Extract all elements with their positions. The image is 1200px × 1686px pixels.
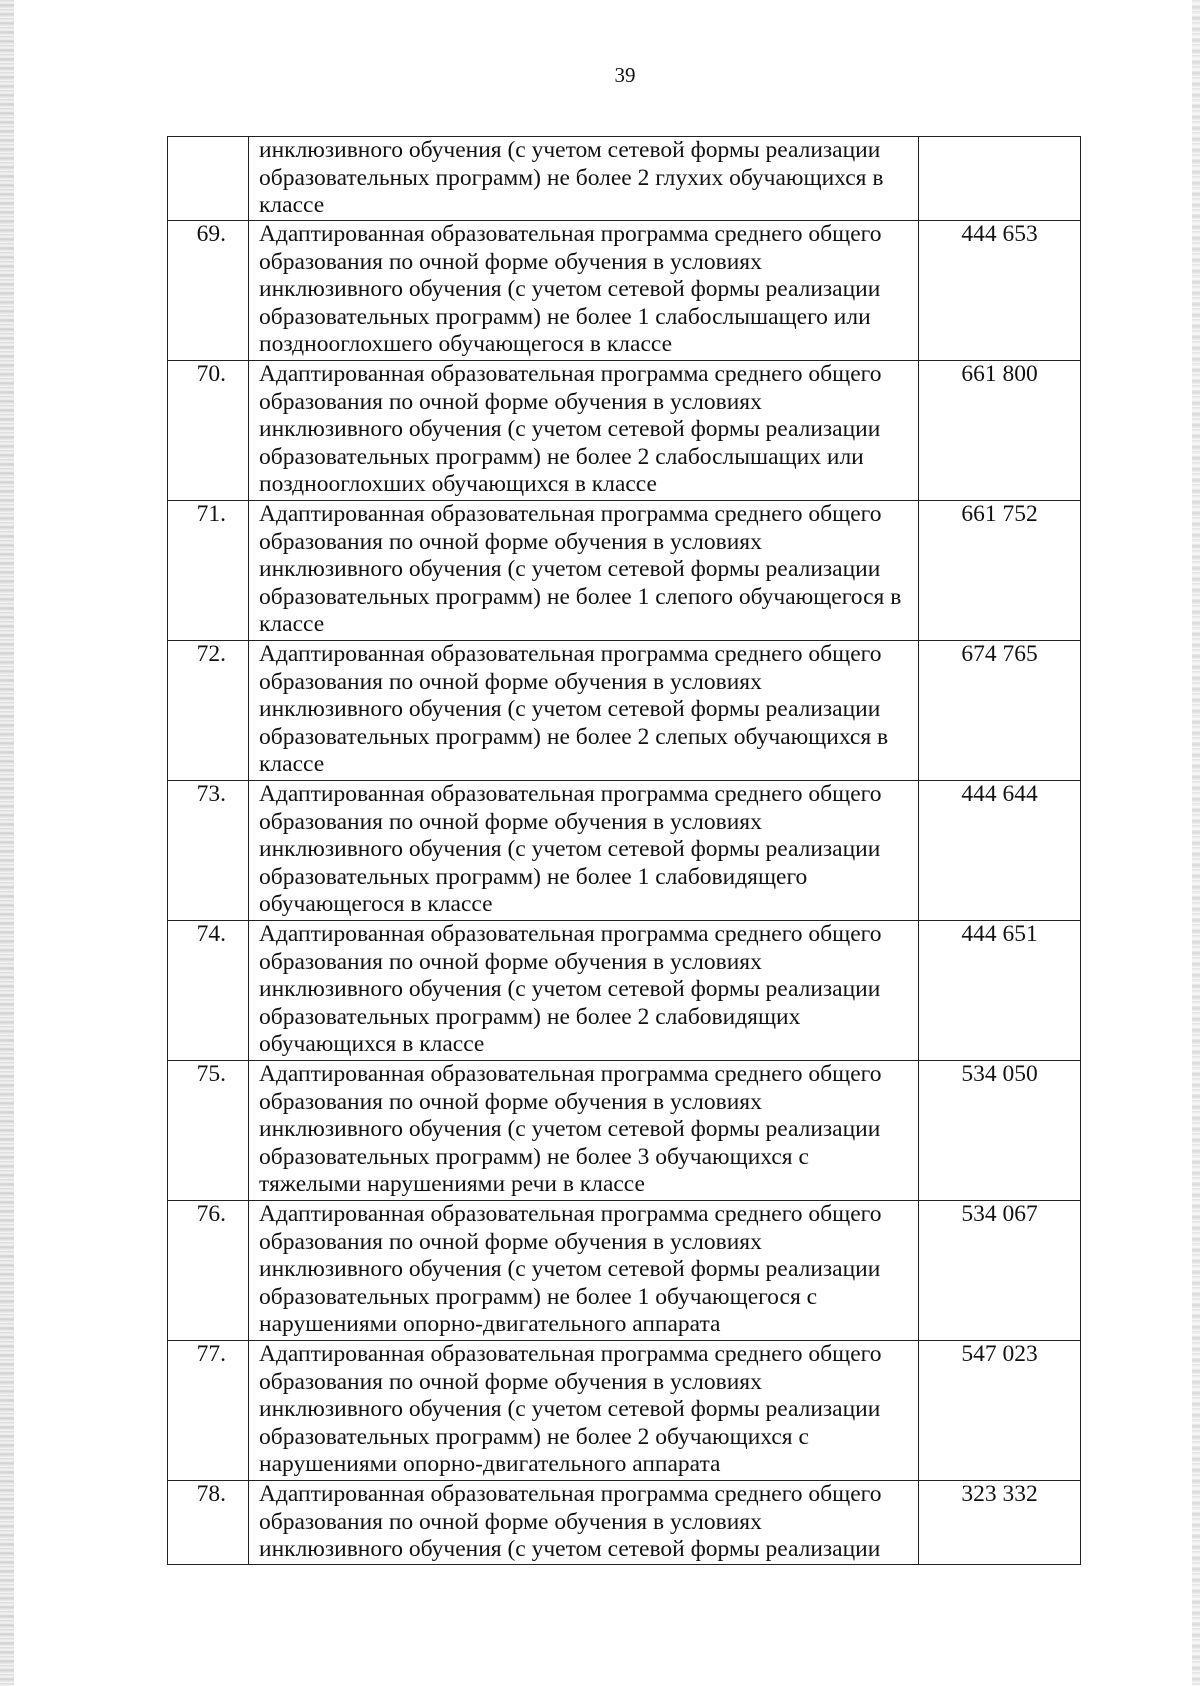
row-number-cell: 77. bbox=[168, 1341, 249, 1481]
row-number-cell: 72. bbox=[168, 641, 249, 781]
table-row bbox=[168, 921, 1081, 1061]
row-description-cell: Адаптированная образовательная программа среднего общего образования по очной форме обучения в условиях инклюзивного обучения (с учетом сетевой формы реализации образовательных программ) не более 2 слепых обучающихся в классе bbox=[249, 641, 919, 781]
row-number-cell: 74. bbox=[168, 921, 249, 1061]
table-row bbox=[168, 501, 1081, 641]
row-value-cell: 323 332 bbox=[919, 1481, 1081, 1565]
row-description-cell: Адаптированная образовательная программа среднего общего образования по очной форме обучения в условиях инклюзивного обучения (с учетом сетевой формы реализации bbox=[249, 1481, 919, 1565]
scan-edge-right bbox=[1192, 0, 1200, 1686]
table-row bbox=[168, 1201, 1081, 1341]
table-row bbox=[168, 221, 1081, 361]
row-number-cell: 75. bbox=[168, 1061, 249, 1201]
row-description-cell: Адаптированная образовательная программа среднего общего образования по очной форме обучения в условиях инклюзивного обучения (с учетом сетевой формы реализации образовательных программ) не более 2 слабослышащих или позднооглохших обучающихся в классе bbox=[249, 361, 919, 501]
row-number-cell: 70. bbox=[168, 361, 249, 501]
row-description-cell: Адаптированная образовательная программа среднего общего образования по очной форме обучения в условиях инклюзивного обучения (с учетом сетевой формы реализации образовательных программ) не более 1 обучающегося с нарушениями опорно-двигательного аппарата bbox=[249, 1201, 919, 1341]
page-number: 39 bbox=[614, 63, 636, 87]
row-value-cell bbox=[919, 137, 1081, 221]
row-value-cell: 674 765 bbox=[919, 641, 1081, 781]
row-value-cell: 444 653 bbox=[919, 221, 1081, 361]
row-number-cell: 78. bbox=[168, 1481, 249, 1565]
row-value-cell: 534 067 bbox=[919, 1201, 1081, 1341]
table-row bbox=[168, 641, 1081, 781]
table-row bbox=[168, 781, 1081, 921]
row-value-cell: 444 644 bbox=[919, 781, 1081, 921]
tariff-table bbox=[167, 136, 1081, 1565]
row-number-cell: 76. bbox=[168, 1201, 249, 1341]
row-description-cell: инклюзивного обучения (с учетом сетевой формы реализации образовательных программ) не более 2 глухих обучающихся в классе bbox=[249, 137, 919, 221]
table-row bbox=[168, 1061, 1081, 1201]
row-description-cell: Адаптированная образовательная программа среднего общего образования по очной форме обучения в условиях инклюзивного обучения (с учетом сетевой формы реализации образовательных программ) не более 2 слабовидящих обучающихся в классе bbox=[249, 921, 919, 1061]
row-description-cell: Адаптированная образовательная программа среднего общего образования по очной форме обучения в условиях инклюзивного обучения (с учетом сетевой формы реализации образовательных программ) не более 1 слепого обучающегося в классе bbox=[249, 501, 919, 641]
row-value-cell: 661 800 bbox=[919, 361, 1081, 501]
row-value-cell: 661 752 bbox=[919, 501, 1081, 641]
row-value-cell: 547 023 bbox=[919, 1341, 1081, 1481]
row-value-cell: 534 050 bbox=[919, 1061, 1081, 1201]
row-value-cell: 444 651 bbox=[919, 921, 1081, 1061]
scan-edge-left bbox=[0, 0, 14, 1686]
row-number-cell: 71. bbox=[168, 501, 249, 641]
row-description-cell: Адаптированная образовательная программа среднего общего образования по очной форме обучения в условиях инклюзивного обучения (с учетом сетевой формы реализации образовательных программ) не более 3 обучающихся с тяжелыми нарушениями речи в классе bbox=[249, 1061, 919, 1201]
row-number-cell bbox=[168, 137, 249, 221]
row-description-cell: Адаптированная образовательная программа среднего общего образования по очной форме обучения в условиях инклюзивного обучения (с учетом сетевой формы реализации образовательных программ) не более 2 обучающихся с нарушениями опорно-двигательного аппарата bbox=[249, 1341, 919, 1481]
row-number-cell: 69. bbox=[168, 221, 249, 361]
table-row-last bbox=[168, 1481, 1081, 1565]
row-description-cell: Адаптированная образовательная программа среднего общего образования по очной форме обучения в условиях инклюзивного обучения (с учетом сетевой формы реализации образовательных программ) не более 1 слабослышащего или позднооглохшего обучающегося в классе bbox=[249, 221, 919, 361]
row-number-cell: 73. bbox=[168, 781, 249, 921]
table-row-continuation bbox=[168, 137, 1081, 221]
table-row bbox=[168, 1341, 1081, 1481]
table-row bbox=[168, 361, 1081, 501]
row-description-cell: Адаптированная образовательная программа среднего общего образования по очной форме обучения в условиях инклюзивного обучения (с учетом сетевой формы реализации образовательных программ) не более 1 слабовидящего обучающегося в классе bbox=[249, 781, 919, 921]
